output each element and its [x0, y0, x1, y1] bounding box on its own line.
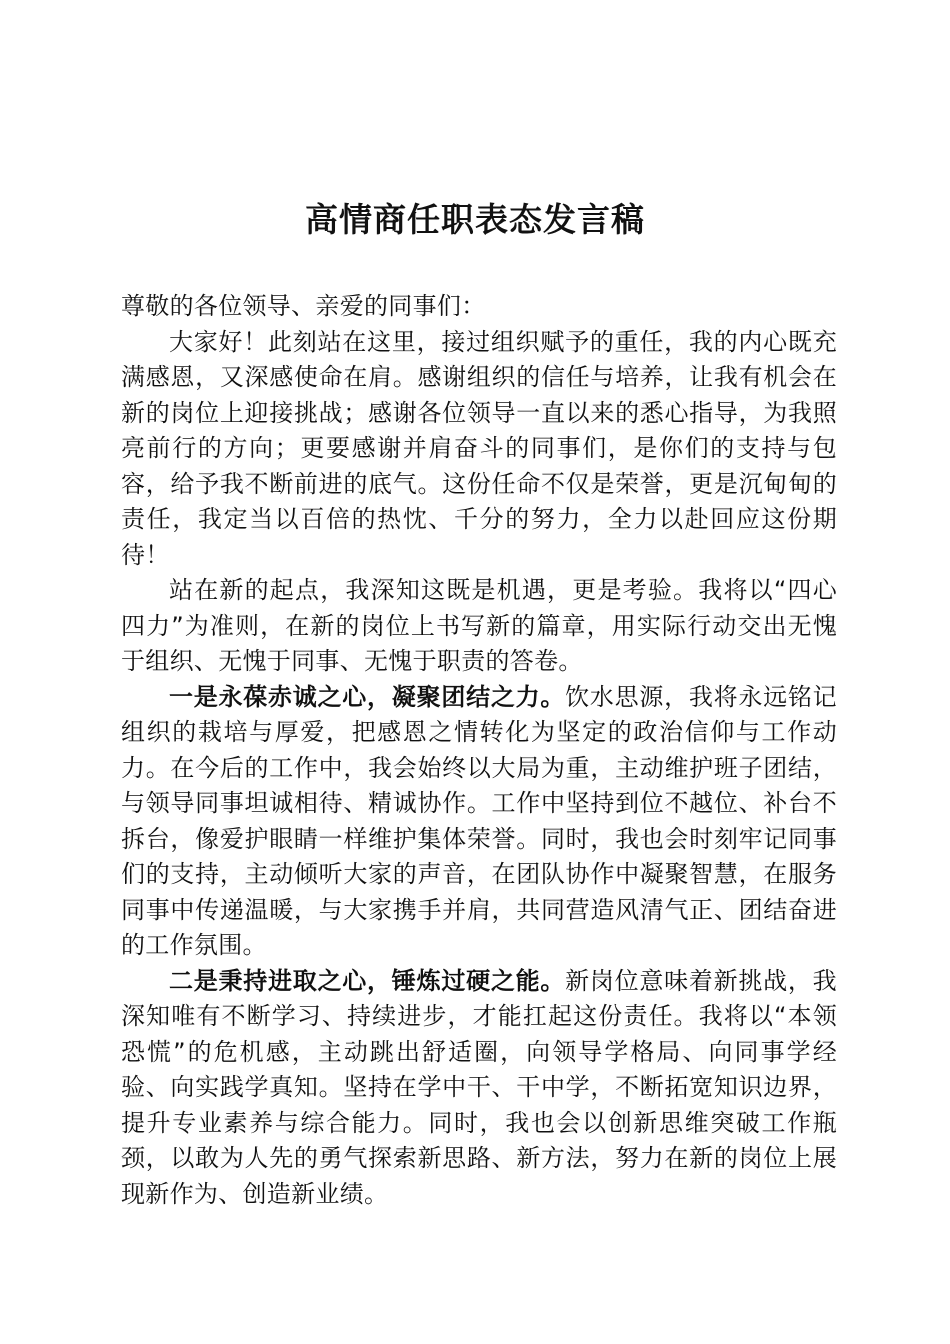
paragraph-point-one: [121, 680, 837, 964]
point-one-body: 饮水思源，我将永远铭记组织的栽培与厚爱，把感恩之情转化为坚定的政治信仰与工作动力。在今后的工作中，我会始终以大局为重，主动维护班子团结，与领导同事坦诚相待、精诚协作。工作中坚持到位不越位、补台不拆台，像爱护眼睛一样维护集体荣誉。同时，我也会时刻牢记同事们的支持，主动倾听大家的声音，在团队协作中凝聚智慧，在服务同事中传递温暖，与大家携手并肩，共同营造风清气正、团结奋进的工作氛围。: [121, 682, 837, 959]
paragraph-opening: 大家好！此刻站在这里，接过组织赋予的重任，我的内心既充满感恩，又深感使命在肩。感谢组织的信任与培养，让我有机会在新的岗位上迎接挑战；感谢各位领导一直以来的悉心指导，为我照亮前行的方向；更要感谢并肩奋斗的同事们，是你们的支持与包容，给予我不断前进的底气。这份任命不仅是荣誉，更是沉甸甸的责任，我定当以百倍的热忱、千分的努力，全力以赴回应这份期待！: [121, 327, 837, 569]
point-one-heading: 一是永葆赤诚之心，凝聚团结之力。: [169, 682, 566, 711]
point-two-body: 新岗位意味着新挑战，我深知唯有不断学习、持续进步，才能扛起这份责任。我将以“本领恐慌”的危机感，主动跳出舒适圈，向领导学格局、向同事学经验、向实践学真知。坚持在学中干、干中学，不断拓宽知识边界，提升专业素养与综合能力。同时，我也会以创新思维突破工作瓶颈，以敢为人先的勇气探索新思路、新方法，努力在新的岗位上展现新作为、创造新业绩。: [121, 966, 837, 1208]
paragraph-intro: 站在新的起点，我深知这既是机遇，更是考验。我将以“四心四力”为准则，在新的岗位上书写新的篇章，用实际行动交出无愧于组织、无愧于同事、无愧于职责的答卷。: [121, 576, 837, 675]
paragraph-point-two: [121, 964, 837, 1213]
document-title: 高情商任职表态发言稿: [305, 200, 645, 239]
document-body: [121, 289, 837, 1212]
salutation: 尊敬的各位领导、亲爱的同事们：: [121, 292, 486, 320]
point-two-heading: 二是秉持进取之心，锤炼过硬之能。: [169, 966, 566, 995]
